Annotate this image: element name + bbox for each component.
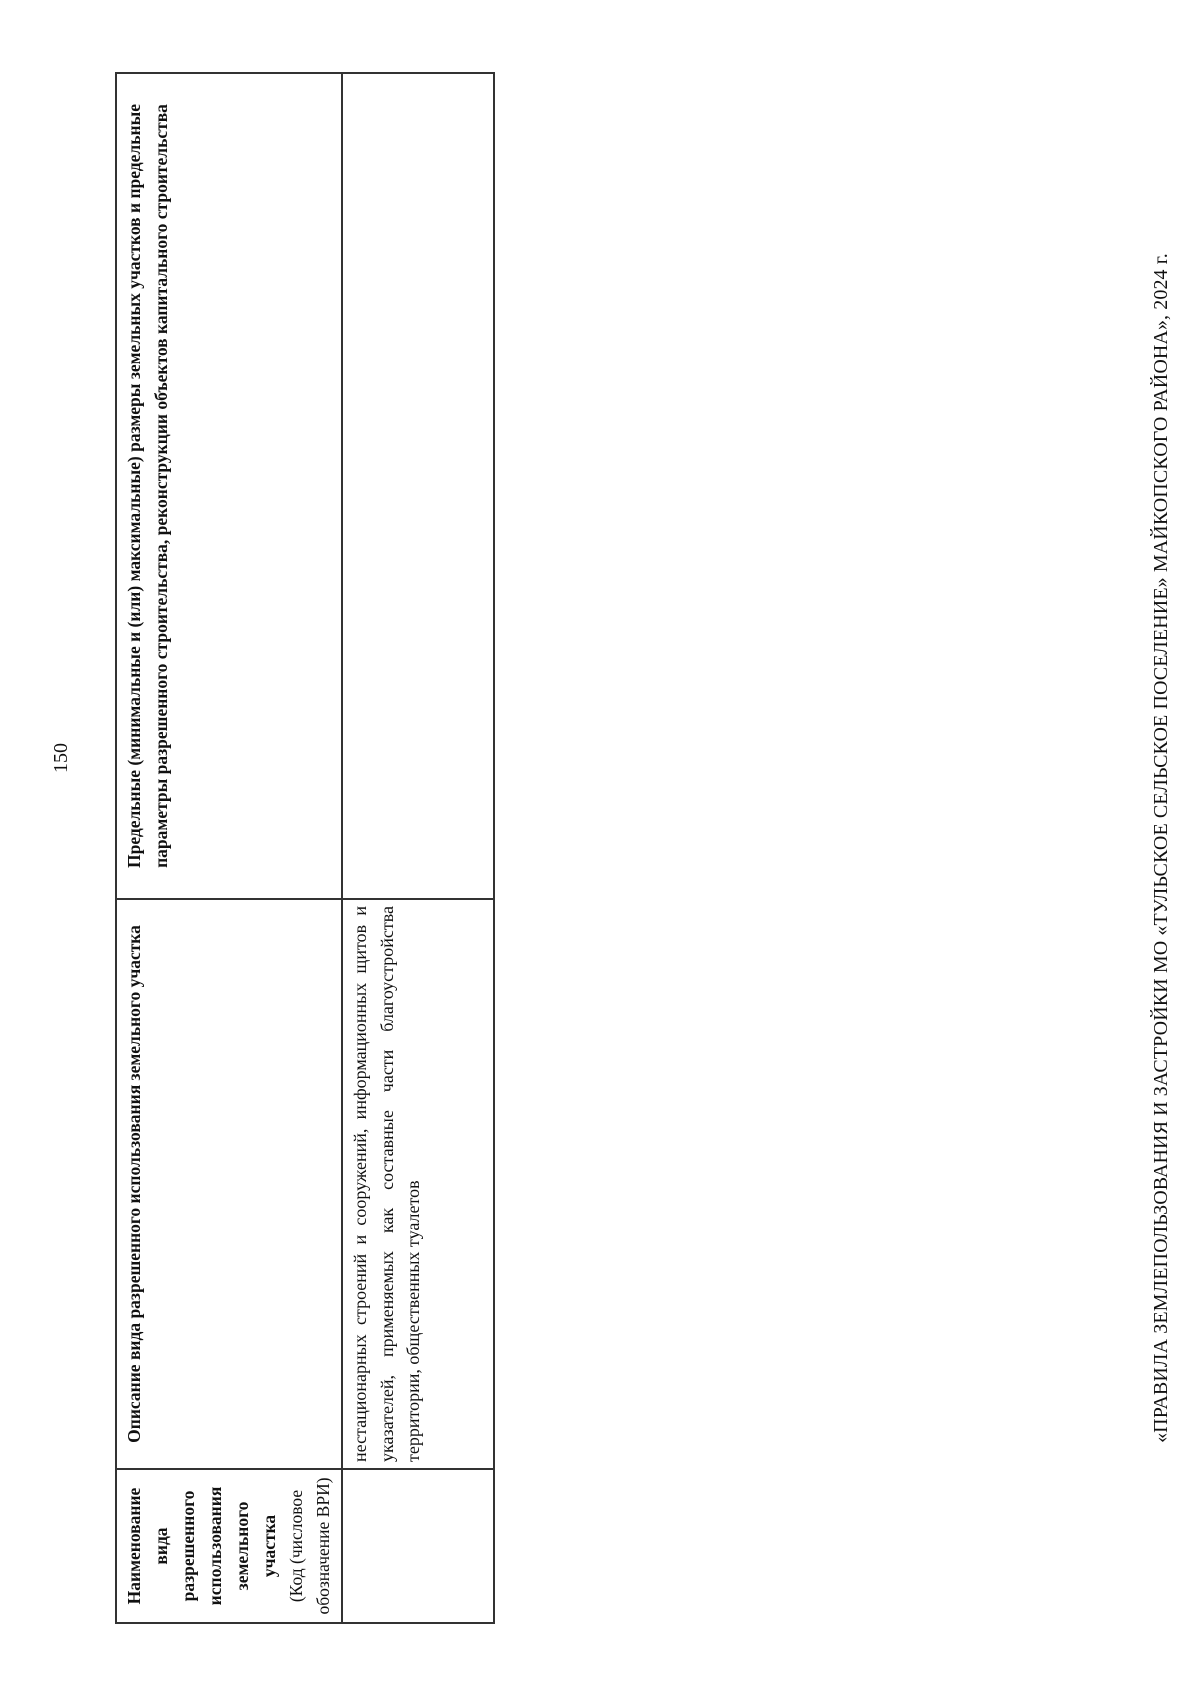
header-vri-code: (Код (числовое обозначение ВРИ) — [286, 1477, 333, 1615]
header-limits: Предельные (минимальные и (или) максимальные) размеры земельных участков и предельные параметры разрешенного строительства, реконструкции объектов капитального строительства — [116, 73, 342, 899]
page-number: 150 — [50, 743, 72, 773]
cell-vri-description — [342, 899, 494, 1469]
table-header-row — [116, 73, 342, 1623]
cell-vri-description-text: нестационарных строений и сооружений, информационных щитов и указателей, применяемых как составные части благоустройства территории, общественных туалетов — [350, 906, 423, 1462]
land-use-table — [115, 72, 495, 1624]
header-vri-description: Описание вида разрешенного использования земельного участка — [116, 899, 342, 1469]
cell-vri-name — [342, 1469, 494, 1623]
table-row — [342, 73, 494, 1623]
header-vri-name-title: Наименование вида разрешенного использования земельного участка — [124, 1486, 279, 1606]
document-footer: «ПРАВИЛА ЗЕМЛЕПОЛЬЗОВАНИЯ И ЗАСТРОЙКИ МО «ТУЛЬСКОЕ СЕЛЬСКОЕ ПОСЕЛЕНИЕ» МАЙКОПСКОГО РАЙОНА», 2024 г. — [1150, 253, 1172, 1443]
cell-limits — [342, 73, 494, 899]
header-vri-name — [116, 1469, 342, 1623]
